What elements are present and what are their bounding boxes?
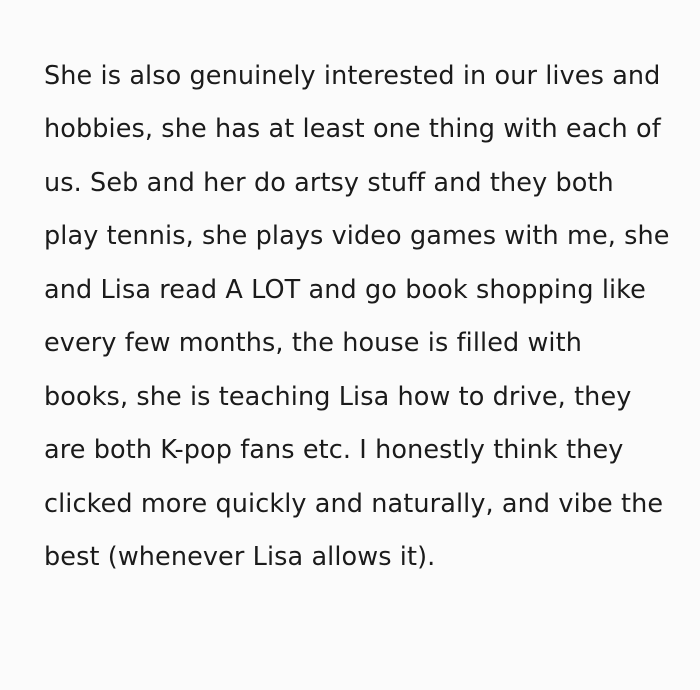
- story-paragraph: She is also genuinely interested in our lives and hobbies, she has at least one thing with each of us. Seb and her do artsy stuff and they both play tennis, she plays video games with me, she and Lisa read A LOT and go book shopping like every few months, the house is filled with books, she is teaching Lisa how to drive, they are both K-pop fans etc. I honestly think they clicked more quickly and naturally, and vibe the best (whenever Lisa allows it).: [44, 60, 678, 572]
